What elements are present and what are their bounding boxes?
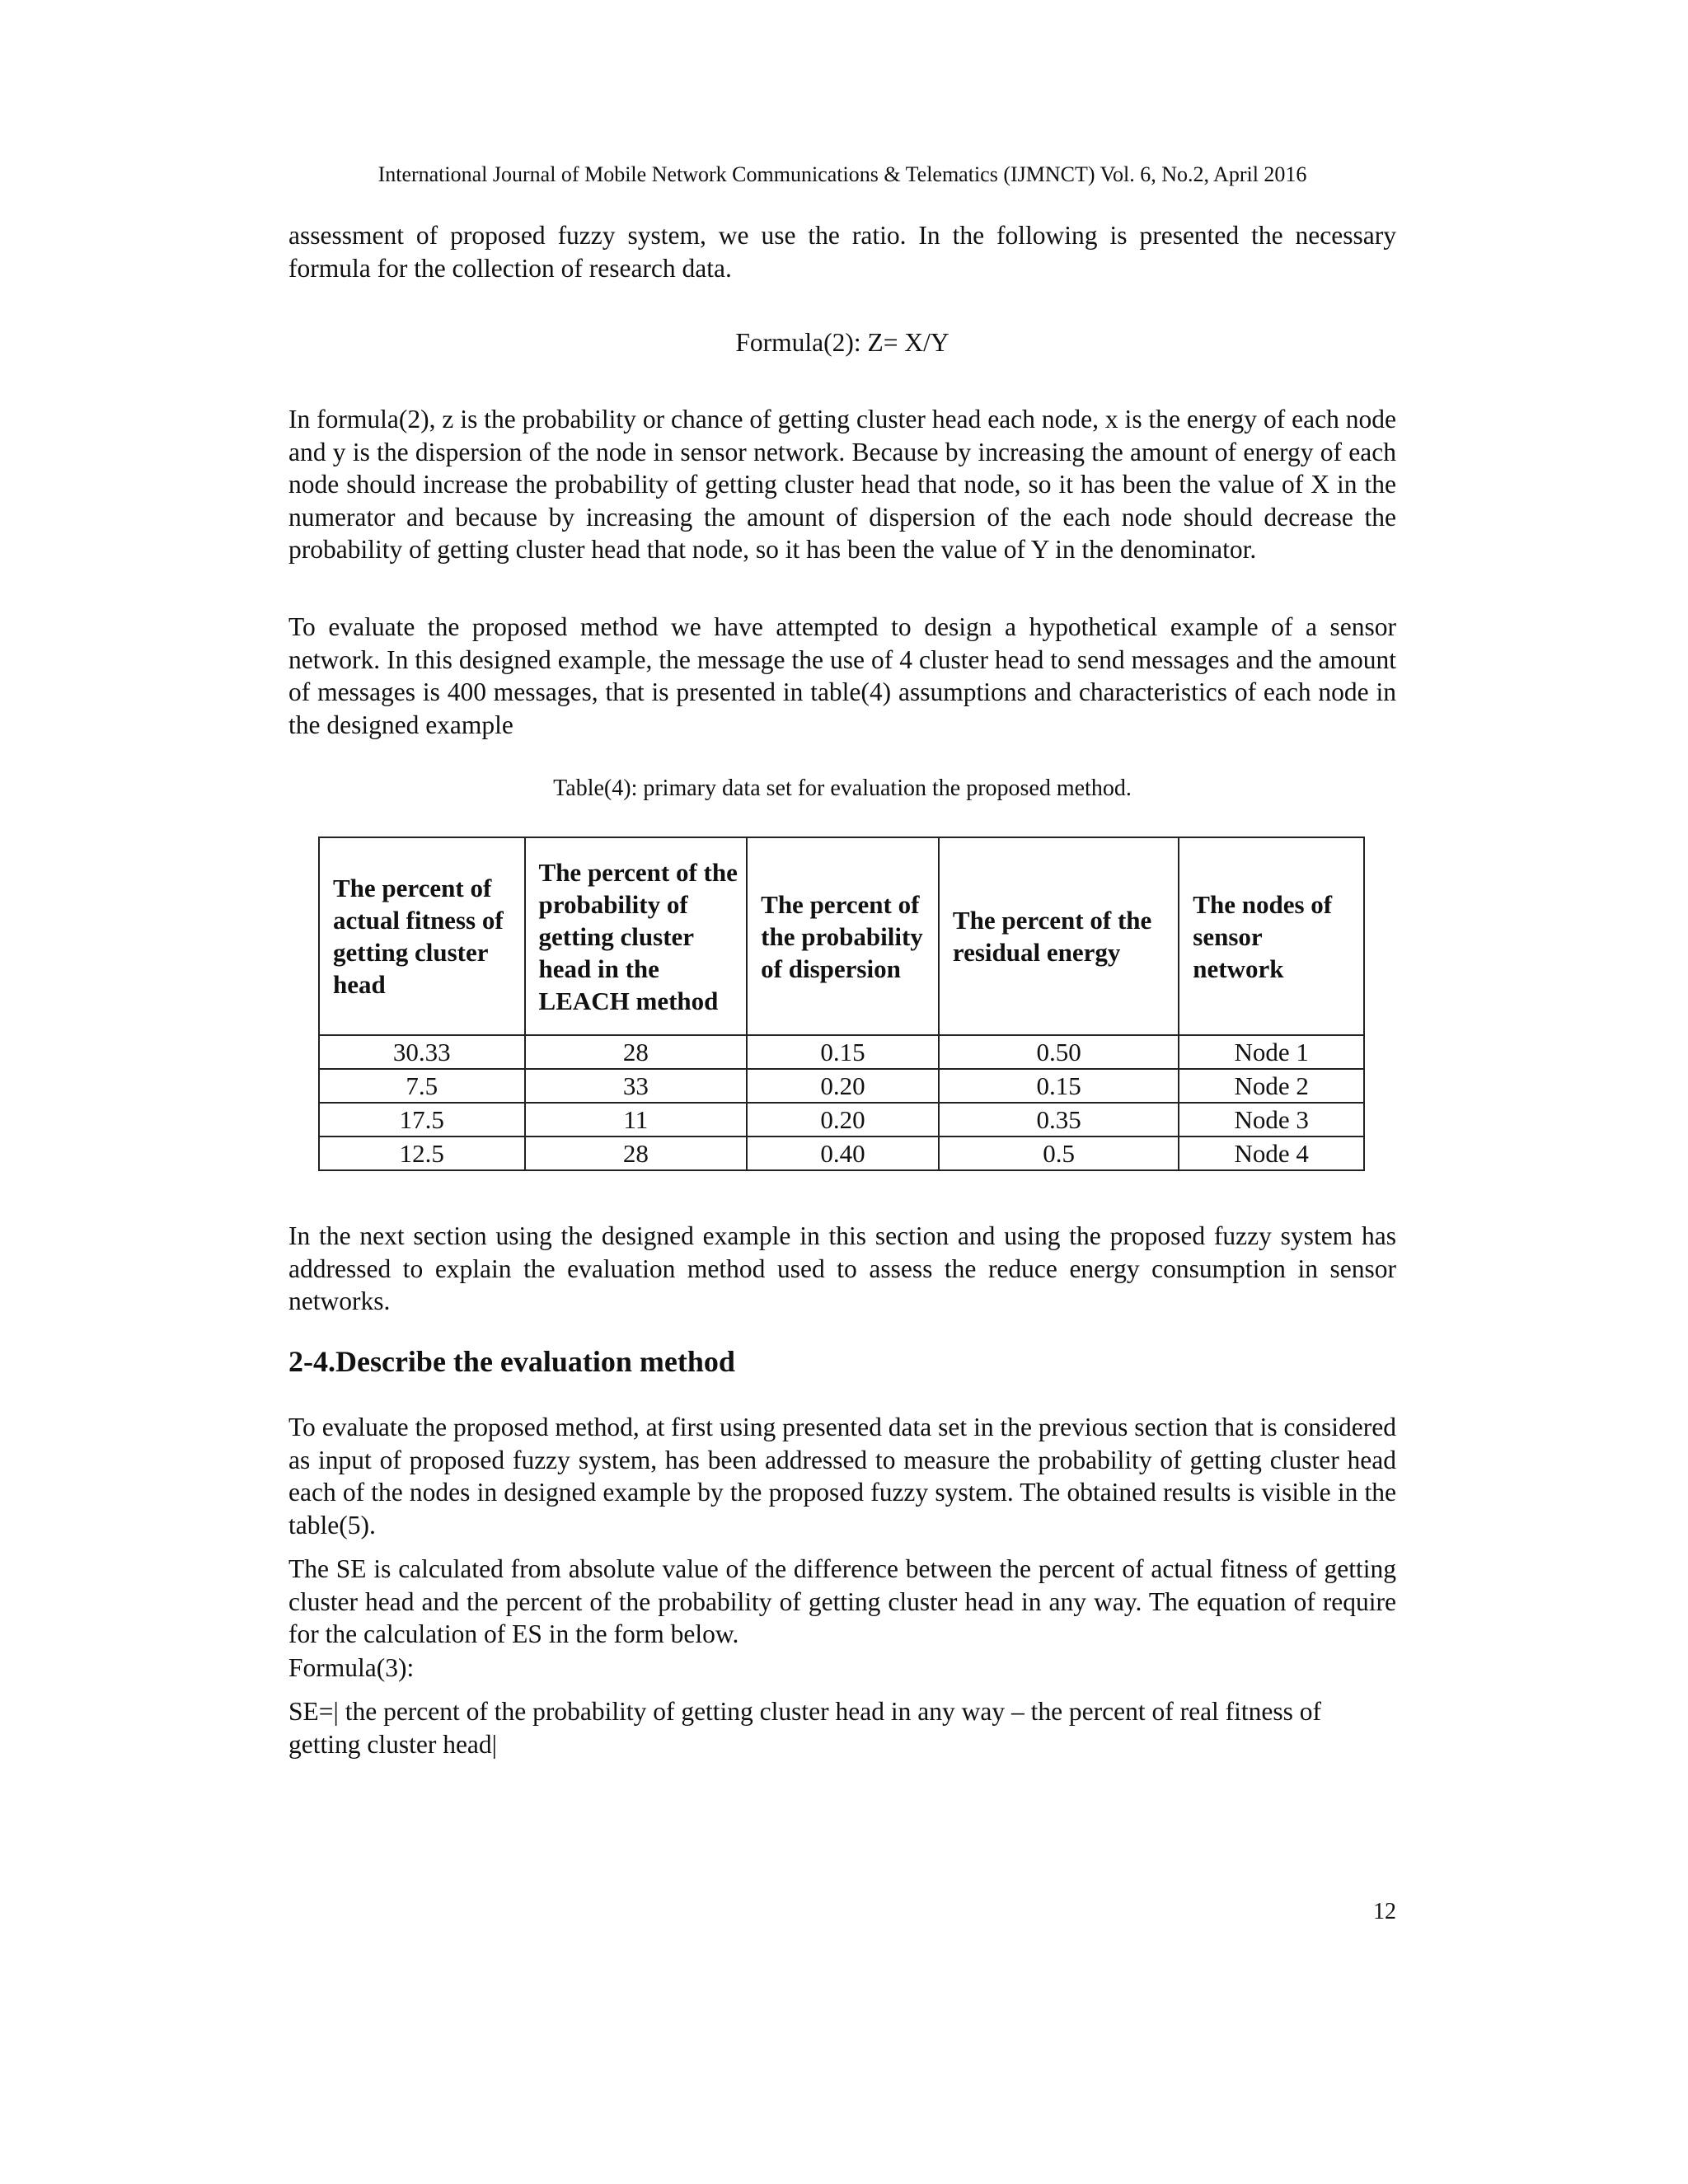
- table-row: [319, 1069, 1364, 1103]
- table-cell: Node 3: [1179, 1103, 1364, 1137]
- se-definition-paragraph: The SE is calculated from absolute value of the difference between the percent of actual fitness of getting cluster head and the percent of the probability of getting cluster head in any way. The equation of require for the calculation of ES in the form below.: [288, 1554, 1396, 1648]
- table-cell: Node 1: [1179, 1035, 1364, 1069]
- table-cell: 0.15: [747, 1035, 939, 1069]
- col-header-leach-probability: The percent of the probability of getting cluster head in the LEACH method: [525, 837, 748, 1035]
- table-row: [319, 1137, 1364, 1170]
- table-4-caption: Table(4): primary data set for evaluation the proposed method.: [553, 776, 1132, 801]
- page-number: 12: [1373, 1899, 1396, 1924]
- col-header-dispersion-probability: The percent of the probability of dispersion: [747, 837, 939, 1035]
- section-heading: 2-4.Describe the evaluation method: [288, 1345, 735, 1378]
- table-cell: 28: [525, 1035, 748, 1069]
- hypothetical-example-paragraph: To evaluate the proposed method we have attempted to design a hypothetical example of a sensor network. In this designed example, the message the use of 4 cluster head to send messages and the amount of messages is 400 messages, that is presented in table(4) assumptions and characteristics of each node in the designed example: [288, 612, 1396, 739]
- table-cell: 33: [525, 1069, 748, 1103]
- table-cell: 0.35: [939, 1103, 1179, 1137]
- table-cell: 17.5: [319, 1103, 525, 1137]
- table-row: [319, 1035, 1364, 1069]
- formula-2: Formula(2): Z= X/Y: [735, 328, 950, 357]
- table-cell: 7.5: [319, 1069, 525, 1103]
- table-cell: 0.50: [939, 1035, 1179, 1069]
- table-cell: 0.20: [747, 1103, 939, 1137]
- table-header-row: [319, 837, 1364, 1035]
- table-cell: 0.5: [939, 1137, 1179, 1170]
- journal-running-header: International Journal of Mobile Network Communications & Telematics (IJMNCT) Vol. 6, No.2, April 2016: [377, 162, 1307, 186]
- formula-3-label: Formula(3):: [288, 1653, 415, 1682]
- table-cell: 0.40: [747, 1137, 939, 1170]
- col-header-residual-energy: The percent of the residual energy: [939, 837, 1179, 1035]
- table-4: [318, 837, 1365, 1171]
- formula-3: SE=| the percent of the probability of getting cluster head in any way – the percent of real fitness of getting cluster head|: [288, 1697, 1322, 1759]
- table-row: [319, 1103, 1364, 1137]
- table-cell: 11: [525, 1103, 748, 1137]
- table-cell: Node 2: [1179, 1069, 1364, 1103]
- col-header-actual-fitness: The percent of actual fitness of getting cluster head: [319, 837, 525, 1035]
- formula-2-explanation-paragraph: In formula(2), z is the probability or chance of getting cluster head each node, x is the energy of each node and y is the dispersion of the node in sensor network. Because by increasing the amount of energy of each node should increase the probability of getting cluster head that node, so it has been the value of X in the numerator and because by increasing the amount of dispersion of the each node should decrease the probability of getting cluster head that node, so it has been the value of Y in the denominator.: [288, 405, 1396, 564]
- table-cell: 28: [525, 1137, 748, 1170]
- intro-paragraph: assessment of proposed fuzzy system, we use the ratio. In the following is presented the necessary formula for the collection of research data.: [288, 221, 1396, 283]
- table-cell: 12.5: [319, 1137, 525, 1170]
- next-section-paragraph: In the next section using the designed example in this section and using the proposed fuzzy system has addressed to explain the evaluation method used to assess the reduce energy consumption in sensor networks.: [288, 1221, 1396, 1315]
- evaluation-paragraph: To evaluate the proposed method, at first using presented data set in the previous section that is considered as input of proposed fuzzy system, has been addressed to measure the probability of getting cluster head each of the nodes in designed example by the proposed fuzzy system. The obtained results is visible in the table(5).: [288, 1413, 1396, 1540]
- table-cell: 30.33: [319, 1035, 525, 1069]
- col-header-sensor-nodes: The nodes of sensor network: [1179, 837, 1364, 1035]
- table-cell: 0.15: [939, 1069, 1179, 1103]
- table-cell: 0.20: [747, 1069, 939, 1103]
- table-cell: Node 4: [1179, 1137, 1364, 1170]
